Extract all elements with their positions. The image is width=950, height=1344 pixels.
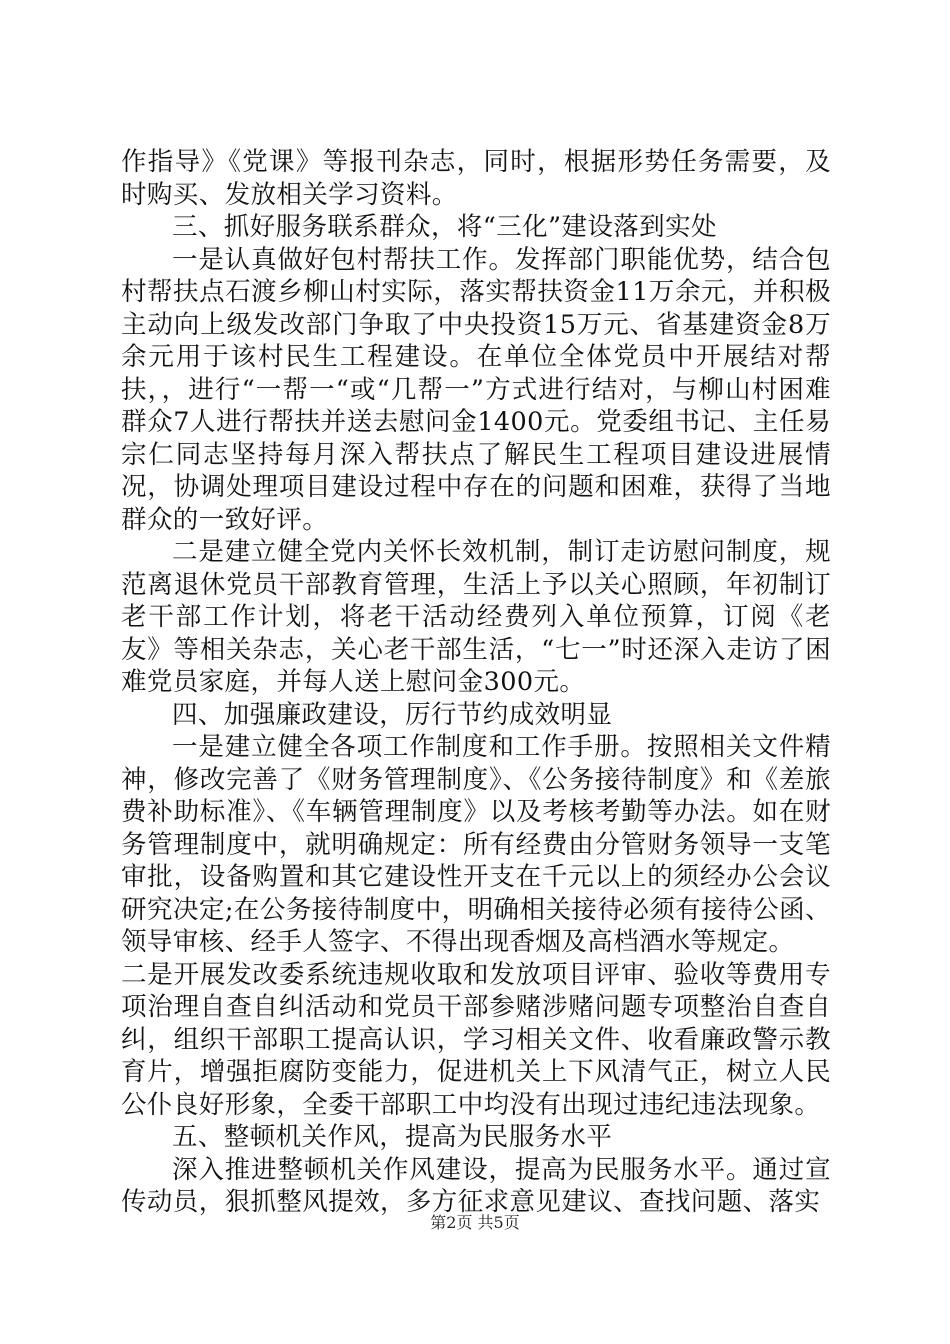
section-heading-5: 五、整顿机关作风，提高为民服务水平	[172, 1122, 613, 1152]
paragraph-continuation: 作指导》《党课》等报刊杂志，同时，根据形势任务需要，及时购买、发放相关学习资料。	[121, 147, 831, 210]
paragraph-rules-manuals: 一是建立健全各项工作制度和工作手册。按照相关文件精神，修改完善了《财务管理制度》、《公务接待制度》和《差旅费补助标准》、《车辆管理制度》以及考核考勤等办法。如在财务管理制度中，就明确规定：所有经费由分管财务领导一支笔审批，设备购置和其它建设性开支在千元以上的须经办公会议研究决定;在公务接待制度中，明确相关接待必须有接待公函、领导审核、经手人签字、不得出现香烟及高档酒水等规定。	[121, 732, 831, 957]
section-heading-4: 四、加强廉政建设，厉行节约成效明显	[172, 699, 613, 730]
section-heading-3: 三、抓好服务联系群众，将“三化”建设落到实处	[172, 212, 717, 242]
page-number-footer: 第2页 共5页	[430, 1213, 520, 1232]
paragraph-special-rectification: 二是开展发改委系统违规收取和发放项目评审、验收等费用专项治理自查自纠活动和党员干部参赌涉赌问题专项整治自查自纠，组织干部职工提高认识，学习相关文件、收看廉政警示教育片，增强拒腐防变能力，促进机关上下风清气正，树立人民公仆良好形象，全委干部职工中均没有出现过违纪违法现象。	[121, 959, 831, 1120]
paragraph-retiree-care: 二是建立健全党内关怀长效机制，制订走访慰问制度，规范离退休党员干部教育管理，生活上予以关心照顾，年初制订老干部工作计划，将老干活动经费列入单位预算，订阅《老友》等相关杂志，关心老干部生活，“七一”时还深入走访了困难党员家庭，并每人送上慰问金300元。	[121, 537, 831, 697]
paragraph-village-aid: 一是认真做好包村帮扶工作。发挥部门职能优势，结合包村帮扶点石渡乡柳山村实际，落实帮扶资金11万余元，并积极主动向上级发改部门争取了中央投资15万元、省基建资金8万余元用于该村民生工程建设。在单位全体党员中开展结对帮扶，，进行“一帮一“或“几帮一”方式进行结对，与柳山村困难群众7人进行帮扶并送去慰问金1400元。党委组书记、主任易宗仁同志坚持每月深入帮扶点了解民生工程项目建设进展情况，协调处理项目建设过程中存在的问题和困难，获得了当地群众的一致好评。	[121, 244, 831, 535]
paragraph-work-style: 深入推进整顿机关作风建设，提高为民服务水平。通过宣传动员，狠抓整风提效，多方征求意见建议、查找问题、落实	[121, 1154, 831, 1217]
document-body	[121, 146, 831, 1219]
